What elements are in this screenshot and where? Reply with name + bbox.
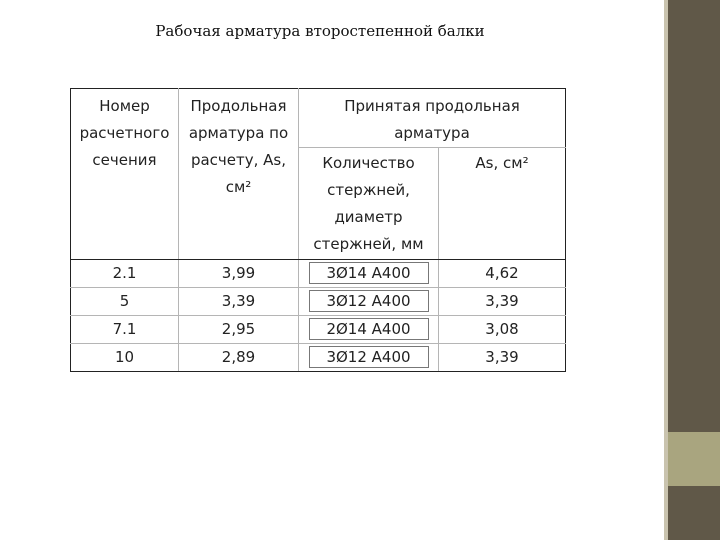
table-row bbox=[71, 260, 566, 288]
rebar-mark: 3Ø12 А400 bbox=[309, 290, 429, 312]
header-rebar-count-diameter: Количество стержней, диаметр стержней, мм bbox=[299, 148, 439, 260]
cell-actual-area: 3,39 bbox=[439, 344, 566, 372]
cell-actual-area: 3,39 bbox=[439, 288, 566, 316]
rebar-mark: 2Ø14 А400 bbox=[309, 318, 429, 340]
header-row-1 bbox=[71, 89, 566, 148]
header-calc-rebar: Продольная арматура по расчету, As, см² bbox=[179, 89, 299, 260]
cell-rebar bbox=[299, 260, 439, 288]
cell-calc-area: 2,95 bbox=[179, 316, 299, 344]
table-row bbox=[71, 344, 566, 372]
slide-title: Рабочая арматура второстепенной балки bbox=[155, 22, 485, 40]
table-row bbox=[71, 288, 566, 316]
cell-rebar bbox=[299, 316, 439, 344]
sidebar-accent-block bbox=[668, 432, 720, 486]
cell-section: 2.1 bbox=[71, 260, 179, 288]
rebar-mark: 3Ø12 А400 bbox=[309, 346, 429, 368]
cell-calc-area: 3,39 bbox=[179, 288, 299, 316]
header-section-number: Номер расчетного сечения bbox=[71, 89, 179, 260]
rebar-table bbox=[70, 88, 566, 372]
rebar-mark: 3Ø14 А400 bbox=[309, 262, 429, 284]
cell-actual-area: 4,62 bbox=[439, 260, 566, 288]
cell-rebar bbox=[299, 288, 439, 316]
cell-calc-area: 2,89 bbox=[179, 344, 299, 372]
cell-section: 10 bbox=[71, 344, 179, 372]
cell-calc-area: 3,99 bbox=[179, 260, 299, 288]
cell-rebar bbox=[299, 344, 439, 372]
table-row bbox=[71, 316, 566, 344]
header-accepted-rebar: Принятая продольная арматура bbox=[299, 89, 566, 148]
cell-section: 7.1 bbox=[71, 316, 179, 344]
cell-section: 5 bbox=[71, 288, 179, 316]
cell-actual-area: 3,08 bbox=[439, 316, 566, 344]
header-actual-area: As, см² bbox=[439, 148, 566, 260]
